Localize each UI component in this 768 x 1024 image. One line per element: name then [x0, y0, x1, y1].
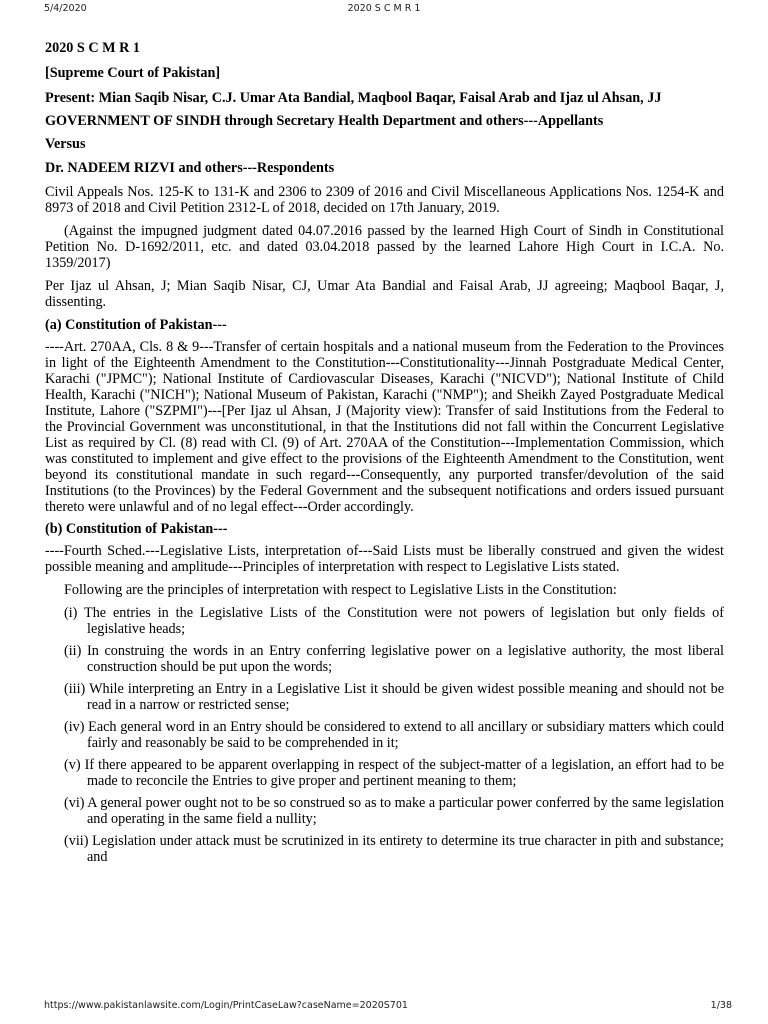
heading-b: (b) Constitution of Pakistan--- — [45, 521, 228, 537]
principles-intro: Following are the principles of interpretation with respect to Legislative Lists in the Constitution: — [64, 582, 617, 598]
principle-item: (ii) In construing the words in an Entry conferring legislative power on a legislative authority, the most liberal construction should be put upon the words; — [64, 643, 724, 675]
per-judge: Per Ijaz ul Ahsan, J; Mian Saqib Nisar, CJ, Umar Ata Bandial and Faisal Arab, JJ agreeing; Maqbool Baqar, J, dissenting. — [45, 278, 724, 310]
heading-a: (a) Constitution of Pakistan--- — [45, 317, 227, 333]
print-date: 5/4/2020 — [44, 3, 87, 14]
against-judgment: (Against the impugned judgment dated 04.07.2016 passed by the learned High Court of Sindh in Constitutional Petition No. D-1692/2011, etc. and dated 03.04.2018 passed by the learned Lahore High Court in I.C.A. No. 1359/2017) — [45, 223, 724, 271]
print-header — [0, 3, 768, 17]
bench-present: Present: Mian Saqib Nisar, C.J. Umar Ata Bandial, Maqbool Baqar, Faisal Arab and Ijaz ul Ahsan, JJ — [45, 90, 662, 106]
principle-item: (vi) A general power ought not to be so construed so as to make a particular power conferred by the same legislation and operating in the same field a nullity; — [64, 795, 724, 827]
source-url: https://www.pakistanlawsite.com/Login/PrintCaseLaw?caseName=2020S701 — [44, 1000, 408, 1011]
appellants: GOVERNMENT OF SINDH through Secretary Health Department and others---Appellants — [45, 113, 604, 129]
case-document — [45, 40, 724, 871]
print-footer — [0, 1000, 768, 1014]
principle-item: (iv) Each general word in an Entry should be considered to extend to all ancillary or subsidiary matters which could fairly and reasonably be said to be comprehended in it; — [64, 719, 724, 751]
versus: Versus — [45, 136, 86, 152]
print-title: 2020 S C M R 1 — [347, 3, 421, 14]
principle-item: (v) If there appeared to be apparent overlapping in respect of the subject-matter of a legislation, an effort had to be made to reconcile the Entries to give proper and pertinent meaning to them; — [64, 757, 724, 789]
respondents: Dr. NADEEM RIZVI and others---Respondents — [45, 160, 335, 176]
civil-appeals: Civil Appeals Nos. 125-K to 131-K and 2306 to 2309 of 2016 and Civil Miscellaneous Applications Nos. 1254-K and 8973 of 2018 and Civil Petition 2312-L of 2018, decided on 17th January, 2019. — [45, 184, 724, 216]
page-number: 1/38 — [710, 1000, 732, 1011]
principle-item: (i) The entries in the Legislative Lists of the Constitution were not powers of legislation but only fields of legislative heads; — [64, 605, 724, 637]
court-name: [Supreme Court of Pakistan] — [45, 65, 221, 81]
principle-item: (iii) While interpreting an Entry in a Legislative List it should be given widest possible meaning and should not be read in a narrow or restricted sense; — [64, 681, 724, 713]
headnote-b: ----Fourth Sched.---Legislative Lists, interpretation of---Said Lists must be liberally construed and given the widest possible meaning and amplitude---Principles of interpretation with respect to Legislative Lists stated. — [45, 543, 724, 575]
principle-item: (vii) Legislation under attack must be scrutinized in its entirety to determine its true character in pith and substance; and — [64, 833, 724, 865]
citation: 2020 S C M R 1 — [45, 40, 140, 56]
headnote-a: ----Art. 270AA, Cls. 8 & 9---Transfer of certain hospitals and a national museum from the Federation to the Provinces in light of the Eighteenth Amendment to the Constitution---Constitutionality---Jinnah Postgraduate Medical Center, Karachi ("JPMC"); National Institute of Cardiovascular Diseases, Karachi ("NICVD"); National Institute of Child Health, Karachi ("NICH"); National Museum of Pakistan, Karachi ("NMP"); and Sheikh Zayed Postgraduate Medical Institute, Lahore ("SZPMI")---[Per Ijaz ul Ahsan, J (Majority view): Transfer of said Institutions from the Federal to the Provincial Government was unconstitutional, in that the Institutions did not fall within the Concurrent Legislative List as required by Cl. (8) read with Cl. (9) of Art. 270AA of the Constitution---Implementation Commission, which was constituted to implement and give effect to the provisions of the Eighteenth Amendment to the Constitution, went beyond its constitutional mandate in such regard---Consequently, any purported transfer/devolution of the said Institutions (to the Provinces) by the Federal Government and the subsequent notifications and orders issued pursuant thereto were unlawful and of no legal effect---Order accordingly. — [45, 339, 724, 515]
